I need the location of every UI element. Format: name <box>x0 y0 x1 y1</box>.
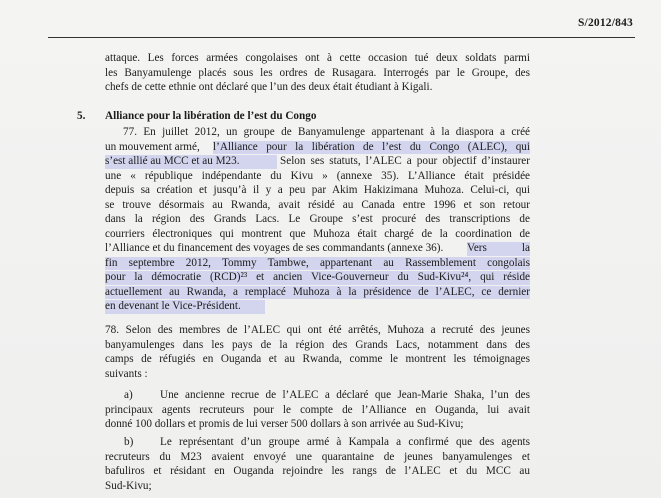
para77-highlight: en devenant le Vice-Président. <box>105 300 265 314</box>
para77-highlight: fin septembre 2012, Tommy Tambwe, appartenant au Rassemblement congolais <box>105 256 530 269</box>
item-b-line: Le représentant d’un groupe armé à Kampala a confirmé que des agents <box>160 436 530 449</box>
para77-line: 77. En juillet 2012, un groupe de Banyamulenge appartenant à la diaspora a créé <box>123 126 530 139</box>
section-title: Alliance pour la libération de l’est du Congo <box>105 110 317 123</box>
document-reference: S/2012/843 <box>577 17 633 29</box>
para77-highlight: pour la démocratie (RCD)²³ et ancien Vice-Gouverneur du Sud-Kivu²⁴, qui réside <box>105 271 530 284</box>
item-b-line: recruteurs du M23 avaient envoyé une quarantaine de jeunes banyamulenges et <box>105 450 530 463</box>
intro-line: chefs de cette ethnie ont déclaré que l’un des deux était étudiant à Kigali. <box>105 81 433 94</box>
para77-line: dans la région des Grands Lacs. Le Groupe s’est procuré des transcriptions de <box>105 213 530 226</box>
para77-line: un mouvement armé, <box>105 140 200 153</box>
para77-line: depuis sa création et jusqu’à il y a peu par Akim Hakizimana Muhoza. Celui-ci, qui <box>105 184 530 197</box>
intro-line: les Banyamulenge placés sous les ordres de Rusagara. Interrogés par le Groupe, des <box>105 66 530 79</box>
item-a-marker: a) <box>124 389 133 402</box>
para77-highlight: actuellement au Rwanda, a remplacé Muhoza à la présidence de l’ALEC, ce dernier <box>105 285 530 298</box>
section-number: 5. <box>77 110 86 123</box>
para77-line: une « république indépendante du Kivu » (annexe 35). L’Alliance était présidée <box>105 169 530 182</box>
para77-line: l’Alliance et du financement des voyages de ses commandants (annexe 36). <box>105 242 444 255</box>
header-rule <box>48 37 635 38</box>
para77-highlight: s’est allié au MCC et au M23. <box>105 155 277 169</box>
item-b-line: bafuliros et résidant en Ouganda rejoindre les rangs de l’ALEC et du MCC au <box>105 465 530 478</box>
para77-line: se trouve désormais au Rwanda, avait résidé au Canada entre 1996 et son retour <box>105 198 530 211</box>
item-a-line: donné 100 dollars et promis de lui verser 500 dollars à son arrivée au Sud-Kivu; <box>105 418 464 431</box>
item-a-line: Une ancienne recrue de l’ALEC a déclaré que Jean-Marie Shaka, l’un des <box>160 389 530 402</box>
para78-line: camps de réfugiés en Ouganda et au Rwanda, comme le montrent les témoignages <box>105 353 530 366</box>
para77-line: Selon ses statuts, l’ALEC a pour objectif d’instaurer <box>280 155 530 168</box>
para77-line: courriers électroniques qui montrent que Muhoza était chargé de la coordination de <box>105 227 530 240</box>
para78-line: banyamulenges dans les pays de la région des Grands Lacs, notamment dans des <box>105 338 530 351</box>
para77-highlight: l’Alliance pour la libération de l’est du Congo (ALEC), qui <box>213 140 530 153</box>
item-b-marker: b) <box>124 436 134 449</box>
item-a-line: principaux agents recruteurs pour le compte de l’Alliance en Ouganda, lui avait <box>105 403 530 416</box>
item-b-line: Sud-Kivu; <box>105 480 152 492</box>
intro-line: attaque. Les forces armées congolaises ont à cette occasion tué deux soldats parmi <box>105 52 530 64</box>
para78-line: 78. Selon des membres de l’ALEC qui ont été arrêtés, Muhoza a recruté des jeunes <box>105 324 530 337</box>
para78-line: suivants : <box>105 367 148 380</box>
para77-highlight: Vers la <box>467 242 530 255</box>
